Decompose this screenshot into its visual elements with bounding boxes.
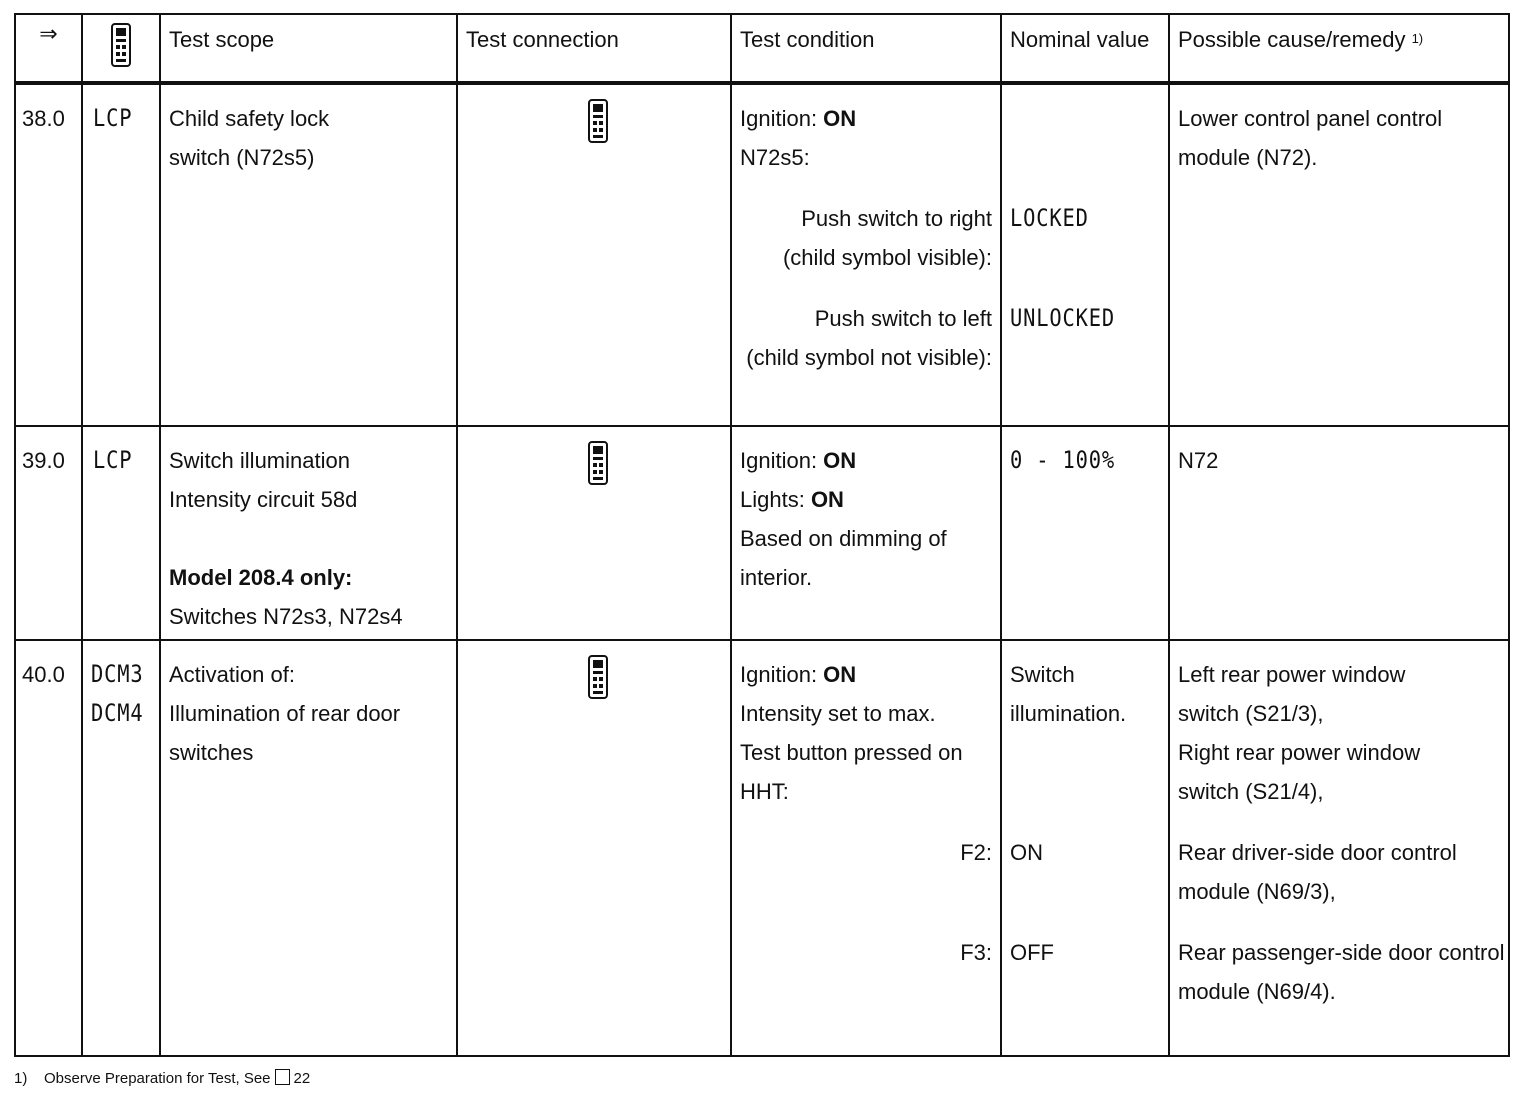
test-scope-cell: Activation of: Illumination of rear door switches <box>160 640 457 1056</box>
footnote: 1) Observe Preparation for Test, See 22 <box>14 1070 311 1087</box>
step-number: 39.0 <box>15 426 82 640</box>
test-connection-cell <box>457 426 731 640</box>
hht-tester-icon <box>587 99 609 143</box>
table-row <box>15 640 1509 1056</box>
header-nominal-value: Nominal value <box>1001 14 1169 83</box>
header-test-scope: Test scope <box>160 14 457 83</box>
test-table <box>14 13 1510 1057</box>
hht-tester-icon <box>110 23 132 67</box>
test-condition-cell: Ignition: ON Intensity set to max. Test button pressed on HHT: F2: F3: <box>731 640 1001 1056</box>
test-scope-cell: Child safety lock switch (N72s5) <box>160 83 457 426</box>
table-row <box>15 83 1509 426</box>
nominal-locked: LOCKED <box>1010 204 1089 232</box>
possible-cause-cell: N72 <box>1169 426 1509 640</box>
header-hht-cell <box>82 14 160 83</box>
nominal-unlocked: UNLOCKED <box>1010 304 1116 332</box>
test-table-page <box>14 13 1508 1063</box>
f3-key: F3: <box>960 940 992 965</box>
module-code: LCP <box>82 83 160 426</box>
possible-cause-cell: Lower control panel control module (N72). <box>1169 83 1509 426</box>
test-connection-cell <box>457 83 731 426</box>
header-test-condition: Test condition <box>731 14 1001 83</box>
header-test-connection: Test connection <box>457 14 731 83</box>
nominal-range: 0 - 100% <box>1010 446 1116 474</box>
nominal-value-cell <box>1001 83 1169 426</box>
step-number: 38.0 <box>15 83 82 426</box>
module-code: LCP <box>82 426 160 640</box>
header-row <box>15 14 1509 83</box>
test-scope-cell: Switch illumination Intensity circuit 58d Model 208.4 only: Switches N72s3, N72s4 <box>160 426 457 640</box>
header-possible-cause: Possible cause/remedy $^{1)}$ <box>1169 14 1509 83</box>
step-number: 40.0 <box>15 640 82 1056</box>
page-ref-box-icon <box>275 1069 290 1085</box>
module-code: DCM3 DCM4 <box>82 640 160 1056</box>
test-condition-cell: Ignition: ON N72s5: Push switch to right (child symbol visible): Push switch to left (child symbol not visible): <box>731 83 1001 426</box>
table-row <box>15 426 1509 640</box>
nominal-value-cell: Switch illumination. ON OFF <box>1001 640 1169 1056</box>
f2-key: F2: <box>960 840 992 865</box>
footnote-ref: 1) <box>1411 31 1424 46</box>
hht-tester-icon <box>587 441 609 485</box>
possible-cause-cell: Left rear power window switch (S21/3), Right rear power window switch (S21/4), Rear driver-side door control module (N69/3), Rear passenger-side door control module (N69/4). <box>1169 640 1509 1056</box>
arrow-icon: ⇒ <box>15 14 82 83</box>
test-connection-cell <box>457 640 731 1056</box>
test-condition-cell: Ignition: ON Lights: ON Based on dimming of interior. <box>731 426 1001 640</box>
nominal-value-cell <box>1001 426 1169 640</box>
hht-tester-icon <box>587 655 609 699</box>
